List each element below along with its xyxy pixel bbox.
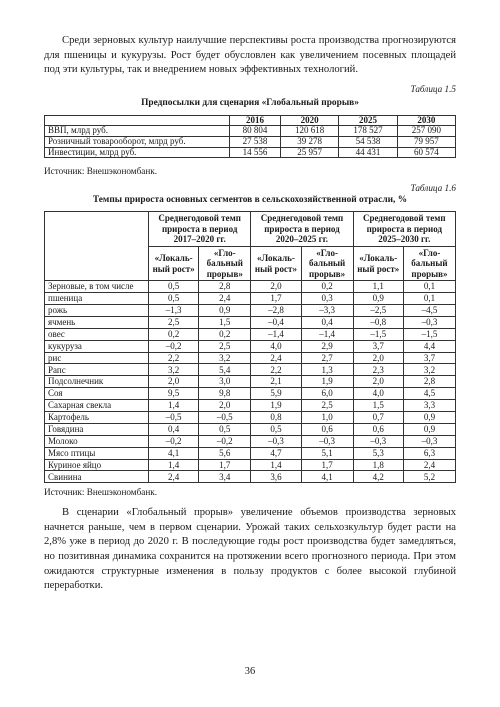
table2-row-label: овес: [45, 328, 149, 340]
table2-row: [45, 400, 456, 412]
table2-value-cell: 0,4: [301, 316, 353, 328]
table2-row: [45, 471, 456, 483]
table2-row-label: Говядина: [45, 423, 149, 435]
table2-row-label: рожь: [45, 304, 149, 316]
table2-label: Таблица 1.6: [410, 183, 456, 194]
table1-value-cell: 120 618: [281, 126, 339, 137]
table2-row: [45, 304, 456, 316]
table2-value-cell: –0,2: [149, 435, 199, 447]
table2-value-cell: 0,2: [199, 328, 251, 340]
intro-paragraph: Среди зерновых культур наилучшие перспективы роста производства прогнозируются для пшеницы и кукурузы. Рост будет обусловлен как увеличением посевных площадей под эти культуры, так и внедрением новых эффективных технологий.: [44, 35, 456, 76]
table2-value-cell: 2,4: [199, 293, 251, 305]
table2-title: Темпы прироста основных сегментов в сельскохозяйственной отрасли, %: [92, 195, 408, 206]
table2-value-cell: 3,4: [199, 471, 251, 483]
table2-scenario-local: «Локаль-ный рост»: [149, 246, 199, 280]
table2-scenario-local: «Локаль-ный рост»: [251, 246, 301, 280]
table2-value-cell: 4,2: [353, 471, 403, 483]
table2-value-cell: –4,5: [403, 304, 455, 316]
table1: [44, 115, 456, 158]
table2-value-cell: 1,4: [149, 459, 199, 471]
table2-value-cell: 4,0: [353, 388, 403, 400]
table2-value-cell: 2,0: [251, 281, 301, 293]
table2-value-cell: 0,5: [149, 281, 199, 293]
table2-row-label: Соя: [45, 388, 149, 400]
table1-value-cell: 44 431: [339, 147, 397, 158]
table1-value-cell: 14 556: [229, 147, 280, 158]
table2-value-cell: 4,1: [301, 471, 353, 483]
table2-value-cell: 2,4: [403, 459, 455, 471]
table2-value-cell: 0,9: [403, 411, 455, 423]
table2-value-cell: 0,1: [403, 281, 455, 293]
table1-source: Источник: Внешэкономбанк.: [44, 166, 158, 177]
table1-year-header: 2025: [339, 115, 397, 126]
table2-value-cell: 3,2: [199, 352, 251, 364]
table2-value-cell: 2,8: [403, 376, 455, 388]
table2-value-cell: –0,3: [403, 435, 455, 447]
table2-value-cell: 2,0: [353, 352, 403, 364]
table2-row: [45, 293, 456, 305]
table2-row: [45, 328, 456, 340]
table1-year-header: 2016: [229, 115, 280, 126]
table2-value-cell: 3,7: [353, 340, 403, 352]
table2-value-cell: 3,2: [403, 364, 455, 376]
table2-value-cell: 9,8: [199, 388, 251, 400]
table2-row-label: рис: [45, 352, 149, 364]
table2-value-cell: –0,3: [353, 435, 403, 447]
table2-value-cell: –0,3: [301, 435, 353, 447]
table2-value-cell: 0,5: [251, 423, 301, 435]
table2-value-cell: 1,1: [353, 281, 403, 293]
table2-value-cell: –2,8: [251, 304, 301, 316]
table2-value-cell: 5,3: [353, 447, 403, 459]
table2-value-cell: –1,4: [251, 328, 301, 340]
table1-row-label: ВВП, млрд руб.: [45, 126, 230, 137]
table1-value-cell: 27 538: [229, 136, 280, 147]
table1-label: Таблица 1.5: [410, 83, 456, 94]
table2-value-cell: –0,3: [251, 435, 301, 447]
table1-value-cell: 257 090: [397, 126, 455, 137]
table2-value-cell: 1,7: [251, 293, 301, 305]
table2-value-cell: 4,0: [251, 340, 301, 352]
table2-value-cell: –0,5: [199, 411, 251, 423]
table2-row-label: Сахарная свекла: [45, 400, 149, 412]
table1-year-header: 2020: [281, 115, 339, 126]
table1-year-header: 2030: [397, 115, 455, 126]
table2-row: [45, 423, 456, 435]
table1-title: Предпосылки для сценария «Глобальный прорыв»: [141, 97, 359, 108]
table2-value-cell: 0,2: [301, 281, 353, 293]
page-number: 36: [244, 666, 256, 677]
table2-value-cell: 2,4: [149, 471, 199, 483]
table2-value-cell: 0,1: [403, 293, 455, 305]
table2-value-cell: 0,2: [149, 328, 199, 340]
table1-value-cell: 178 527: [339, 126, 397, 137]
table2-value-cell: 2,5: [199, 340, 251, 352]
table2-value-cell: 2,0: [149, 376, 199, 388]
table2-scenario-local: «Локаль-ный рост»: [353, 246, 403, 280]
table2-scenario-global: «Гло-бальный прорыв»: [301, 246, 353, 280]
table2-row-label: Зерновые, в том числе: [45, 281, 149, 293]
table2-value-cell: 0,8: [251, 411, 301, 423]
table2-row-label: Мясо птицы: [45, 447, 149, 459]
table2-value-cell: –0,2: [149, 340, 199, 352]
table2-value-cell: –2,5: [353, 304, 403, 316]
table2-value-cell: 0,6: [353, 423, 403, 435]
table2-value-cell: 4,7: [251, 447, 301, 459]
table1-value-cell: 79 957: [397, 136, 455, 147]
table2-scenario-global: «Гло-бальный прорыв»: [403, 246, 455, 280]
table2-value-cell: 5,4: [199, 364, 251, 376]
table2-row: [45, 376, 456, 388]
table1-value-cell: 60 574: [397, 147, 455, 158]
table2-value-cell: 3,3: [403, 400, 455, 412]
table2-row: [45, 281, 456, 293]
table2-value-cell: 4,4: [403, 340, 455, 352]
table2-value-cell: 3,2: [149, 364, 199, 376]
table2-value-cell: 0,9: [403, 423, 455, 435]
table2-value-cell: –0,4: [251, 316, 301, 328]
table2-value-cell: 2,2: [149, 352, 199, 364]
table2-value-cell: –1,3: [149, 304, 199, 316]
table2-value-cell: 2,3: [353, 364, 403, 376]
table2-value-cell: 0,3: [301, 293, 353, 305]
table2-value-cell: 0,6: [301, 423, 353, 435]
table2-value-cell: 5,9: [251, 388, 301, 400]
table2-value-cell: 1,9: [301, 376, 353, 388]
table2-value-cell: 1,7: [199, 459, 251, 471]
table2-row-label: Куриное яйцо: [45, 459, 149, 471]
table2-value-cell: 2,0: [199, 400, 251, 412]
table1-row: [45, 136, 456, 147]
table2-value-cell: 3,7: [403, 352, 455, 364]
table2-value-cell: –0,2: [199, 435, 251, 447]
table2-row: [45, 447, 456, 459]
table2-value-cell: 2,5: [149, 316, 199, 328]
table2-row: [45, 316, 456, 328]
closing-paragraph: В сценарии «Глобальный прорыв» увеличение объемов производства зерновых начнется раньше, чем в первом сценарии. Урожай таких сельхозкультур будет расти на 2,8% уже в период до 2020 г. В последующие годы рост производства будет замедляться, но позитивная динамика сохранится на протяжении всего прогнозного периода. При этом ожидаются структурные изменения в пользу продуктов с более высокой глубиной переработки.: [44, 507, 456, 592]
table2-value-cell: 4,1: [149, 447, 199, 459]
table2-value-cell: –3,3: [301, 304, 353, 316]
table1-value-cell: 25 957: [281, 147, 339, 158]
table2-row-label: Картофель: [45, 411, 149, 423]
table2-value-cell: 0,5: [199, 423, 251, 435]
table2-row: [45, 388, 456, 400]
table2-value-cell: 1,0: [301, 411, 353, 423]
table2-row: [45, 411, 456, 423]
table1-value-cell: 39 278: [281, 136, 339, 147]
table2-value-cell: 6,0: [301, 388, 353, 400]
table2-row: [45, 352, 456, 364]
table2-value-cell: 2,5: [301, 400, 353, 412]
table2-row-label: Рапс: [45, 364, 149, 376]
table2-value-cell: 1,7: [301, 459, 353, 471]
table2-value-cell: 2,0: [353, 376, 403, 388]
table2-value-cell: 2,4: [251, 352, 301, 364]
table2-value-cell: 1,4: [251, 459, 301, 471]
table2-row: [45, 459, 456, 471]
table2-value-cell: 6,3: [403, 447, 455, 459]
table1-row-label: Розничный товарооборот, млрд руб.: [45, 136, 230, 147]
table2-value-cell: 0,9: [353, 293, 403, 305]
table2-value-cell: –1,5: [403, 328, 455, 340]
table2-value-cell: 1,3: [301, 364, 353, 376]
table2-value-cell: 1,5: [353, 400, 403, 412]
table2-source: Источник: Внешэкономбанк.: [44, 487, 158, 498]
table2-value-cell: –0,8: [353, 316, 403, 328]
table2-value-cell: 2,9: [301, 340, 353, 352]
table2-value-cell: 1,9: [251, 400, 301, 412]
table2-value-cell: 2,8: [199, 281, 251, 293]
table2-row-label: Свинина: [45, 471, 149, 483]
table2-value-cell: 0,7: [353, 411, 403, 423]
table2-row-label: ячмень: [45, 316, 149, 328]
table2-value-cell: –1,5: [353, 328, 403, 340]
table2-value-cell: 9,5: [149, 388, 199, 400]
table2-value-cell: 1,8: [353, 459, 403, 471]
table2-value-cell: 1,4: [149, 400, 199, 412]
table2-value-cell: 2,7: [301, 352, 353, 364]
table2-value-cell: 5,6: [199, 447, 251, 459]
table2-value-cell: 5,1: [301, 447, 353, 459]
table2-row-label: Подсолнечник: [45, 376, 149, 388]
table2: [44, 211, 456, 483]
table2-value-cell: 2,1: [251, 376, 301, 388]
table1-row: [45, 147, 456, 158]
table2-value-cell: –0,3: [403, 316, 455, 328]
table2-value-cell: 3,0: [199, 376, 251, 388]
table2-row-label: кукуруза: [45, 340, 149, 352]
table2-value-cell: –1,4: [301, 328, 353, 340]
table2-row-label: Молоко: [45, 435, 149, 447]
table1-row-label: Инвестиции, млрд руб.: [45, 147, 230, 158]
table2-value-cell: 2,2: [251, 364, 301, 376]
table1-value-cell: 80 804: [229, 126, 280, 137]
table2-value-cell: 0,9: [199, 304, 251, 316]
table2-value-cell: 0,4: [149, 423, 199, 435]
table2-row: [45, 364, 456, 376]
table1-value-cell: 54 538: [339, 136, 397, 147]
table2-period-header: Среднегодовой темп прироста в период 2017–2020 гг.: [149, 212, 251, 247]
table1-corner-cell: [45, 115, 230, 126]
table2-value-cell: –0,5: [149, 411, 199, 423]
table2-value-cell: 0,5: [149, 293, 199, 305]
table2-value-cell: 5,2: [403, 471, 455, 483]
table2-value-cell: 1,5: [199, 316, 251, 328]
table2-period-header: Среднегодовой темп прироста в период 2025–2030 гг.: [353, 212, 455, 247]
table2-row: [45, 340, 456, 352]
table2-value-cell: 4,5: [403, 388, 455, 400]
table1-row: [45, 126, 456, 137]
table2-scenario-global: «Гло-бальный прорыв»: [199, 246, 251, 280]
table2-value-cell: 3,6: [251, 471, 301, 483]
table2-row-label: пшеница: [45, 293, 149, 305]
table2-row: [45, 435, 456, 447]
table2-period-header: Среднегодовой темп прироста в период 2020–2025 гг.: [251, 212, 353, 247]
table2-corner-cell: [45, 212, 149, 281]
